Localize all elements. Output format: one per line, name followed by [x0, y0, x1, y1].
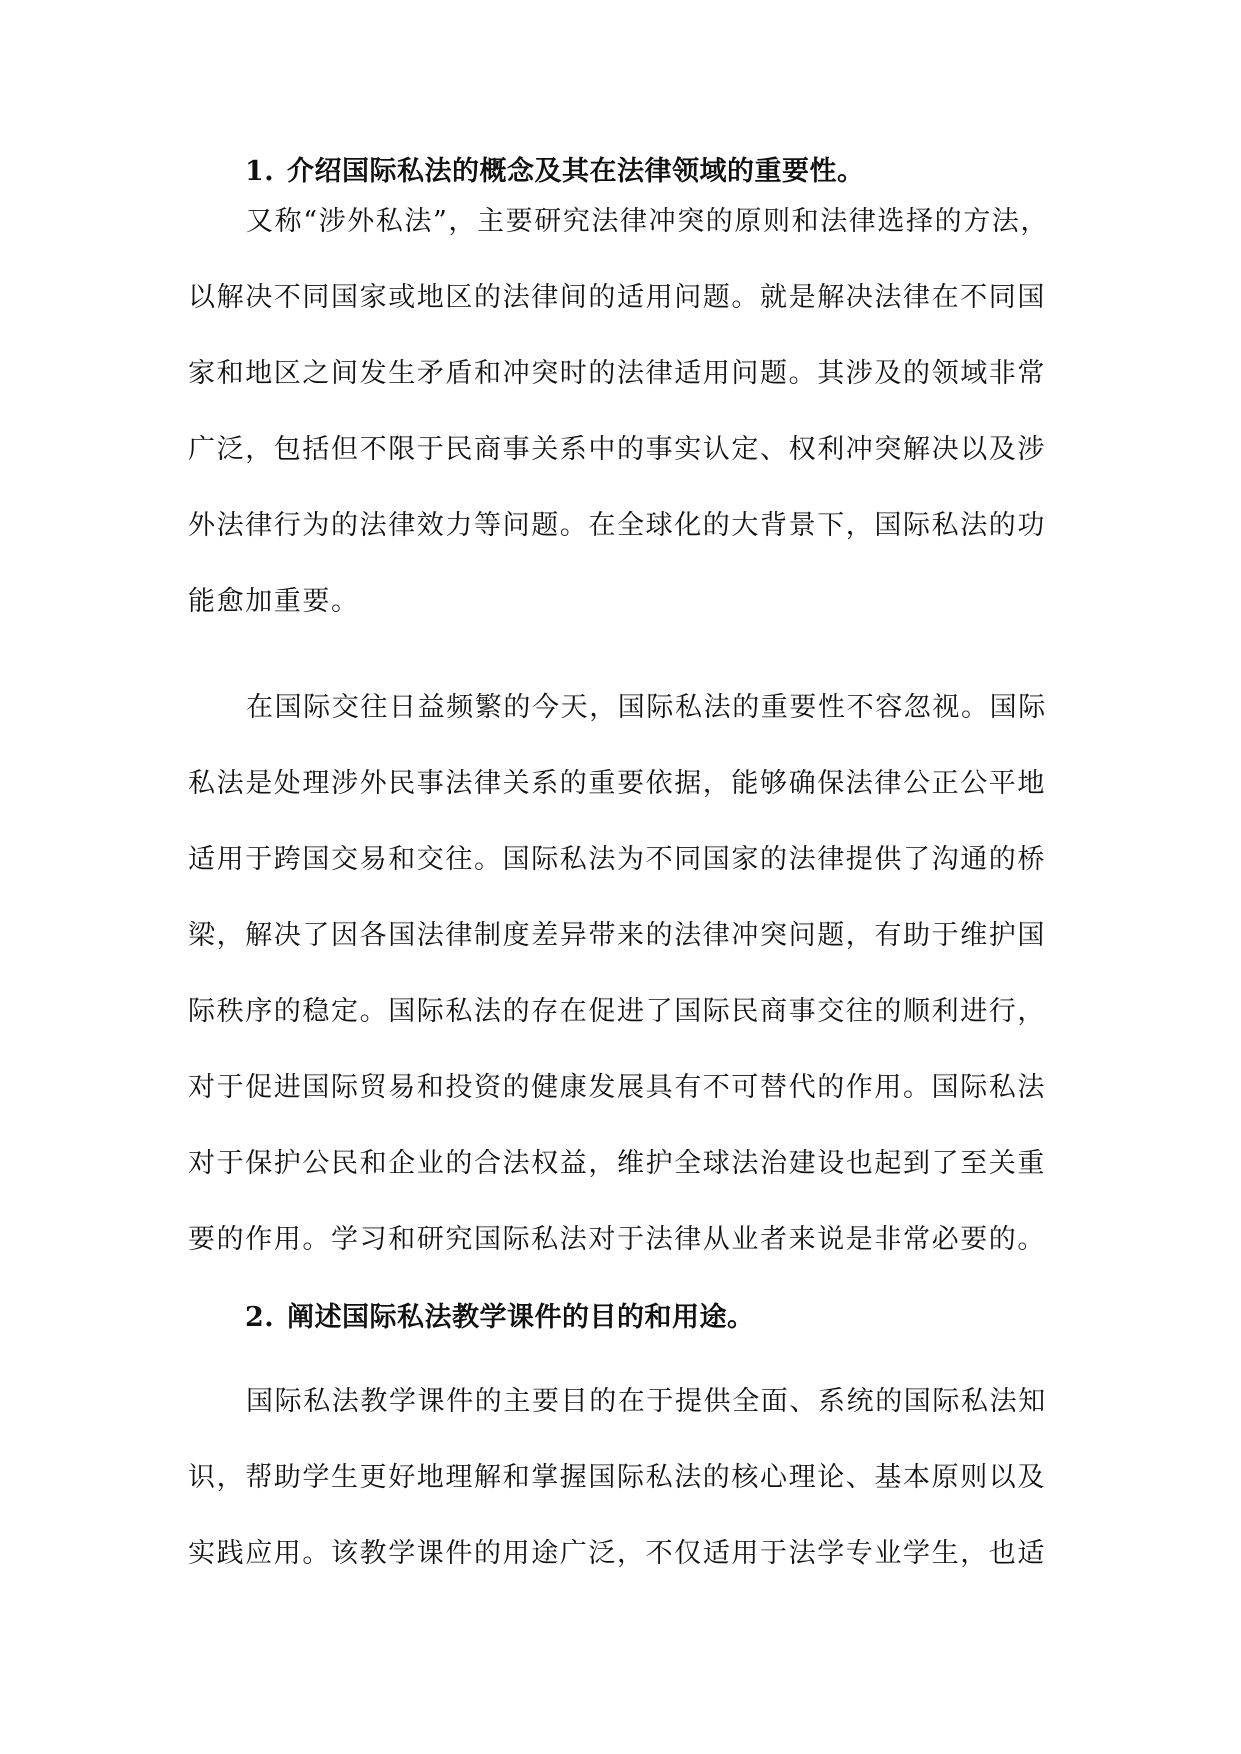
- paragraph-line: 对于保护公民和企业的合法权益，维护全球法治建设也起到了至关重: [188, 1148, 1046, 1179]
- section-title: 介绍国际私法的概念及其在法律领域的重要性。: [287, 156, 865, 187]
- paragraph-line: 适用于跨国交易和交往。国际私法为不同国家的法律提供了沟通的桥: [188, 844, 1046, 875]
- paragraph-line: 对于促进国际贸易和投资的健康发展具有不可替代的作用。国际私法: [188, 1072, 1046, 1103]
- paragraph-line: 外法律行为的法律效力等问题。在全球化的大背景下，国际私法的功: [188, 510, 1046, 541]
- section-heading-2: [245, 1298, 755, 1338]
- paragraph-line: 实践应用。该教学课件的用途广泛，不仅适用于法学专业学生，也适: [188, 1538, 1046, 1569]
- section-title: 阐述国际私法教学课件的目的和用途。: [287, 1302, 755, 1333]
- section-number: 1.: [245, 156, 275, 187]
- paragraph-line: 识，帮助学生更好地理解和掌握国际私法的核心理论、基本原则以及: [188, 1462, 1046, 1493]
- paragraph-line: 能愈加重要。: [188, 586, 360, 617]
- section-number: 2.: [245, 1302, 275, 1333]
- paragraph-line: 要的作用。学习和研究国际私法对于法律从业者来说是非常必要的。: [188, 1224, 1046, 1255]
- paragraph-line: 以解决不同国家或地区的法律间的适用问题。就是解决法律在不同国: [188, 282, 1046, 313]
- paragraph-line: 在国际交往日益频繁的今天，国际私法的重要性不容忽视。国际: [246, 692, 1047, 723]
- paragraph-3: [188, 1382, 1058, 1610]
- section-heading-1: [245, 152, 865, 192]
- paragraph-line: 国际私法教学课件的主要目的在于提供全面、系统的国际私法知: [246, 1386, 1047, 1417]
- paragraph-1: [188, 202, 1058, 658]
- paragraph-line: 私法是处理涉外民事法律关系的重要依据，能够确保法律公正公平地: [188, 768, 1046, 799]
- paragraph-line: 际秩序的稳定。国际私法的存在促进了国际民商事交往的顺利进行，: [188, 996, 1046, 1027]
- paragraph-line: 家和地区之间发生矛盾和冲突时的法律适用问题。其涉及的领域非常: [188, 358, 1046, 389]
- paragraph-line: 又称“涉外私法”，主要研究法律冲突的原则和法律选择的方法，: [246, 206, 1050, 237]
- paragraph-line: 广泛，包括但不限于民商事关系中的事实认定、权利冲突解决以及涉: [188, 434, 1046, 465]
- paragraph-line: 梁，解决了因各国法律制度差异带来的法律冲突问题，有助于维护国: [188, 920, 1046, 951]
- paragraph-2: [188, 688, 1058, 1296]
